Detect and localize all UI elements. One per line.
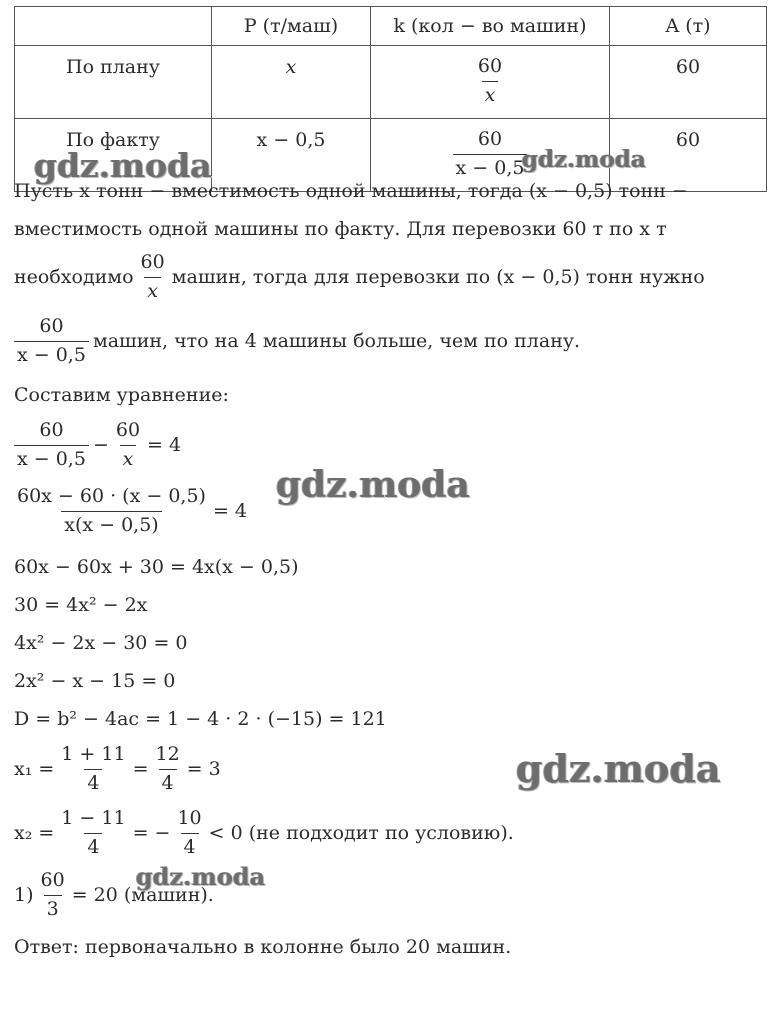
table-row-plan — [15, 46, 767, 119]
root-result: = 3 — [186, 758, 221, 781]
fraction-numerator: 12 — [155, 743, 180, 765]
fraction-denominator: x — [144, 277, 161, 303]
text-line-3 — [14, 252, 705, 303]
fraction-numerator: 1 + 11 — [61, 743, 126, 765]
watermark: gdz.moda — [276, 464, 470, 506]
fraction-denominator: x − 0,5 — [14, 341, 89, 367]
text: машин, что на 4 машины больше, чем по плану. — [92, 330, 581, 353]
fraction-numerator: 60 — [39, 419, 64, 441]
root-label: x₁ = — [14, 758, 55, 781]
row-label: По факту — [15, 119, 212, 192]
fraction-numerator: 1 − 11 — [61, 807, 126, 829]
equation-rhs: = 4 — [147, 434, 182, 457]
equation-2 — [14, 486, 247, 537]
fraction-numerator: 60 — [477, 128, 503, 150]
fraction-numerator: 60 — [40, 869, 65, 891]
fraction-denominator: x(x − 0,5) — [61, 511, 161, 537]
cell-a: 60 — [610, 119, 767, 192]
text-line-1: Пусть x тонн − вместимость одной машины, тогда (x − 0,5) тонн − — [14, 180, 688, 202]
fraction-numerator: 60 — [140, 251, 165, 273]
fraction — [174, 808, 204, 859]
equation-5: 4x² − 2x − 30 = 0 — [14, 632, 188, 654]
cell-p: x − 0,5 — [212, 119, 371, 192]
fraction — [14, 420, 89, 471]
header-empty — [15, 7, 212, 46]
fraction-denominator: 4 — [84, 769, 102, 795]
equation-3: 60x − 60x + 30 = 4x(x − 0,5) — [14, 556, 299, 578]
text-line-5: Составим уравнение: — [14, 384, 229, 406]
table-header-row — [15, 7, 767, 46]
cell-p: x — [212, 46, 371, 119]
fraction — [58, 744, 128, 795]
fraction-denominator: 3 — [44, 895, 62, 921]
watermark: gdz.moda — [136, 862, 266, 891]
fraction-denominator: 4 — [159, 769, 177, 795]
fraction — [113, 420, 143, 471]
fraction — [58, 808, 128, 859]
watermark: gdz.moda — [34, 146, 212, 185]
row-label: По плану — [15, 46, 212, 119]
fraction-numerator: 60 — [115, 419, 141, 441]
watermark: gdz.moda — [516, 746, 721, 791]
step-result: = 20 (машин). — [71, 884, 214, 907]
header-p: P (т/маш) — [212, 7, 371, 46]
fraction-denominator: x — [120, 445, 137, 471]
fraction — [14, 316, 89, 367]
root-label: x₂ = — [14, 822, 55, 845]
fraction-denominator: x − 0,5 — [14, 445, 89, 471]
fraction — [38, 870, 68, 921]
equation-rhs: = 4 — [212, 500, 248, 523]
root-x1 — [14, 744, 221, 795]
fraction-denominator: 4 — [181, 833, 199, 859]
watermark: gdz.moda — [522, 146, 646, 173]
fraction — [475, 56, 505, 107]
answer: Ответ: первоначально в колонне было 20 машин. — [14, 936, 512, 958]
root-x2 — [14, 808, 514, 859]
cell-k — [371, 46, 610, 119]
fraction — [453, 129, 528, 180]
equation-6: 2x² − x − 15 = 0 — [14, 670, 176, 692]
equation-4: 30 = 4x² − 2x — [14, 594, 148, 616]
fraction-denominator: x − 0,5 — [453, 154, 528, 180]
operator: = — [132, 758, 149, 781]
text: необходимо — [14, 266, 134, 289]
header-a: A (т) — [610, 7, 767, 46]
cell-a: 60 — [610, 46, 767, 119]
fraction-denominator: x — [482, 81, 499, 107]
root-result: < 0 (не подходит по условию). — [208, 822, 514, 845]
fraction — [14, 486, 209, 537]
text: машин, тогда для перевозки по (x − 0,5) тонн нужно — [171, 266, 705, 289]
fraction-numerator: 60 — [477, 55, 503, 77]
text-line-2: вместимость одной машины по факту. Для перевозки 60 т по x т — [14, 218, 667, 240]
fraction — [138, 252, 168, 303]
header-k: k (кол − во машин) — [371, 7, 610, 46]
fraction-denominator: 4 — [84, 833, 102, 859]
text-line-4 — [14, 316, 580, 367]
operator: = − — [132, 822, 171, 845]
equation-1 — [14, 420, 181, 471]
fraction-numerator: 10 — [177, 807, 202, 829]
operator: − — [92, 434, 109, 457]
equation-discriminant: D = b² − 4ac = 1 − 4 · 2 · (−15) = 121 — [14, 708, 387, 730]
fraction-numerator: 60 — [39, 315, 64, 337]
fraction-numerator: 60x − 60 · (x − 0,5) — [17, 485, 206, 507]
fraction — [152, 744, 182, 795]
step-number: 1) — [14, 884, 34, 907]
